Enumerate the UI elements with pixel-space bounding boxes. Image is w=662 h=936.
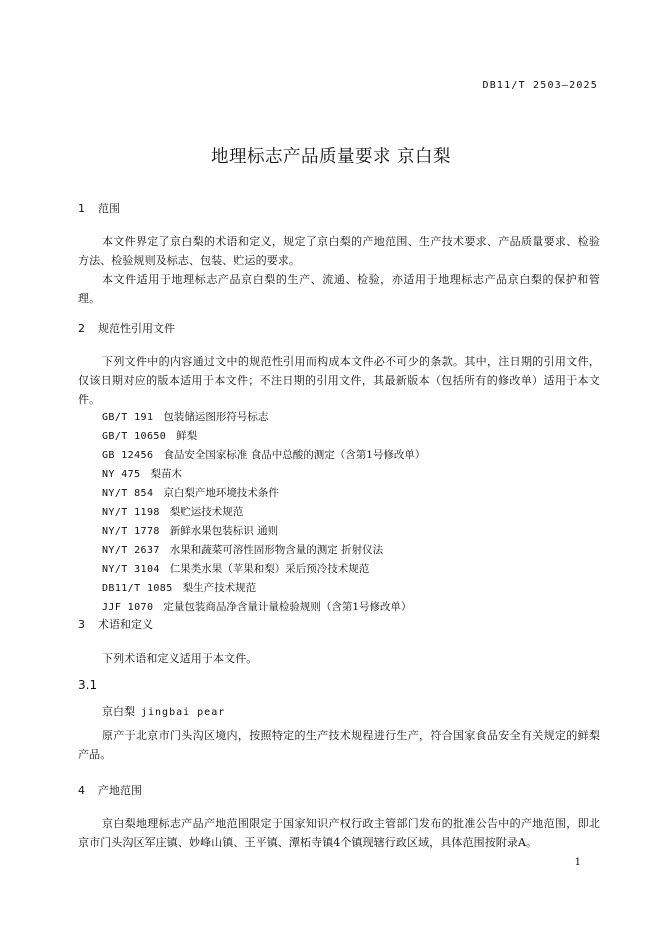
section-number: 3 (78, 618, 85, 631)
reference-item (102, 542, 383, 557)
normative-intro: 下列文件中的内容通过文中的规范性引用而构成本文件必不可少的条款。其中，注日期的引用文件，仅该日期对应的版本适用于本文件；不注日期的引用文件，其最新版本（包括所有的修改单）适用于本文件。 (78, 355, 600, 406)
section-number: 2 (78, 322, 85, 335)
scope-paragraph-2: 本文件适用于地理标志产品京白梨的生产、流通、检验，亦适用于地理标志产品京白梨的保护和管理。 (78, 273, 600, 305)
reference-item (102, 561, 369, 576)
reference-title: 梨贮运技术规范 (169, 506, 244, 518)
reference-title: 梨苗木 (150, 468, 183, 480)
reference-title: 定量包装商品净含量计量检验规则（含第1号修改单） (163, 601, 412, 613)
section-1-heading (78, 200, 120, 216)
standard-code: DB11/T 2503—2025 (482, 80, 598, 91)
reference-item (102, 485, 279, 500)
section-number: 1 (78, 202, 85, 215)
section-title: 规范性引用文件 (98, 322, 175, 335)
section-4-heading (78, 782, 142, 798)
reference-item (102, 580, 256, 595)
section-title: 产地范围 (98, 784, 142, 797)
reference-item (102, 599, 412, 614)
reference-title: 京白梨产地环境技术条件 (163, 487, 279, 499)
reference-title: 水果和蔬菜可溶性固形物含量的测定 折射仪法 (169, 544, 384, 556)
page-number: 1 (574, 857, 581, 868)
section-number: 4 (78, 784, 85, 797)
term-chinese: 京白梨 (102, 705, 135, 718)
origin-paragraph: 京白梨地理标志产品产地范围限定于国家知识产权行政主管部门发布的批准公告中的产地范围，即北京市门头沟区军庄镇、妙峰山镇、王平镇、潭柘寺镇4个镇现辖行政区域，具体范围按附录A。 (78, 817, 600, 849)
term-entry (102, 703, 225, 719)
reference-title: 梨生产技术规范 (182, 582, 257, 594)
reference-code: NY/T 1778 (102, 526, 160, 537)
reference-title: 食品安全国家标准 食品中总酸的测定（含第1号修改单） (163, 449, 426, 461)
reference-code: NY/T 2637 (102, 545, 160, 556)
reference-title: 新鲜水果包装标识 通则 (169, 525, 279, 537)
reference-item (102, 409, 268, 424)
reference-code: NY 475 (102, 469, 141, 480)
reference-title: 鲜梨 (176, 430, 198, 442)
document-title: 地理标志产品质量要求 京白梨 (210, 147, 452, 167)
reference-code: NY/T 3104 (102, 564, 160, 575)
reference-item (102, 447, 425, 462)
reference-code: NY/T 854 (102, 488, 154, 499)
reference-code: GB/T 10650 (102, 431, 167, 442)
reference-code: NY/T 1198 (102, 507, 160, 518)
reference-code: GB/T 191 (102, 412, 154, 423)
section-2-heading (78, 320, 175, 336)
section-3-heading (78, 616, 153, 632)
term-definition: 原产于北京市门头沟区境内，按照特定的生产技术规程进行生产，符合国家食品安全有关规定的鲜梨产品。 (78, 729, 600, 761)
subclause-number: 3.1 (78, 678, 98, 692)
scope-paragraph-1: 本文件界定了京白梨的术语和定义，规定了京白梨的产地范围、生产技术要求、产品质量要求、检验方法、检验规则及标志、包装、贮运的要求。 (78, 235, 600, 267)
section-title: 术语和定义 (98, 618, 153, 631)
reference-item (102, 466, 182, 481)
reference-item (102, 523, 278, 538)
reference-title: 仁果类水果（苹果和梨）采后预冷技术规范 (169, 563, 370, 575)
term-english: jingbai pear (141, 707, 226, 718)
reference-code: JJF 1070 (102, 602, 154, 613)
reference-code: GB 12456 (102, 450, 154, 461)
reference-code: DB11/T 1085 (102, 583, 173, 594)
terms-intro: 下列术语和定义适用于本文件。 (102, 652, 258, 665)
reference-item (102, 504, 243, 519)
section-title: 范围 (98, 202, 120, 215)
reference-title: 包装储运图形符号标志 (163, 411, 269, 423)
reference-item (102, 428, 197, 443)
